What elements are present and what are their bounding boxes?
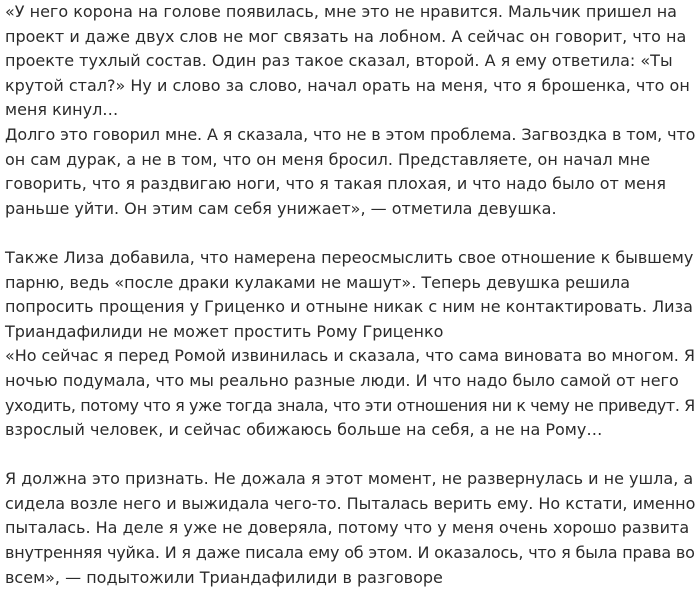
paragraph bbox=[5, 246, 695, 443]
text-line: парню, ведь «после драки кулаками не машут». Теперь девушка решила bbox=[5, 272, 631, 292]
text-line: проект и даже двух слов не мог связать на лобном. А сейчас он говорит, что на bbox=[5, 26, 687, 46]
text-line: уходить, потому что я уже тогда знала, что эти отношения ни к чему не приведут. Я bbox=[5, 395, 695, 415]
text-line: меня кинул… bbox=[5, 100, 119, 120]
text-line: попросить прощения у Гриценко и отныне никак с ним не контактировать. Лиза bbox=[5, 297, 693, 317]
paragraph bbox=[5, 467, 695, 590]
text-line: крутой стал?» Ну и слово за слово, начал орать на меня, что я брошенка, что он bbox=[5, 75, 690, 95]
paragraph-gap bbox=[5, 443, 695, 468]
text-line: ночью подумала, что мы реально разные люди. И что надо было самой от него bbox=[5, 370, 679, 390]
text-line: раньше уйти. Он этим сам себя унижает», — отметила девушка. bbox=[5, 198, 557, 218]
text-line: «Но сейчас я перед Ромой извинилась и сказала, что сама виновата во многом. Я bbox=[5, 346, 695, 366]
text-line: проекте тухлый состав. Один раз такое сказал, второй. А я ему ответила: «Ты bbox=[5, 51, 673, 71]
text-line: говорить, что я раздвигаю ноги, что я такая плохая, и что надо было от меня bbox=[5, 174, 666, 194]
text-line: пыталась. На деле я уже не доверяла, потому что у меня очень хорошо развита bbox=[5, 518, 690, 538]
text-line: Триандафилиди не может простить Рому Гриценко bbox=[5, 321, 444, 341]
text-line: Долго это говорил мне. А я сказала, что не в этом проблема. Загвоздка в том, что bbox=[5, 124, 696, 144]
paragraph-gap bbox=[5, 221, 695, 246]
text-line: взрослый человек, и сейчас обижаюсь больше на себя, а не на Рому… bbox=[5, 420, 603, 440]
article-text bbox=[5, 0, 695, 590]
text-line: Я должна это признать. Не дожала я этот момент, не развернулась и не ушла, а bbox=[5, 469, 694, 489]
text-line: он сам дурак, а не в том, что он меня бросил. Представляете, он начал мне bbox=[5, 149, 651, 169]
text-line: «У него корона на голове появилась, мне это не нравится. Мальчик пришел на bbox=[5, 2, 677, 21]
text-line: внутренняя чуйка. И я даже писала ему об этом. И оказалось, что я была права во bbox=[5, 543, 695, 563]
paragraph bbox=[5, 0, 695, 221]
text-line: Также Лиза добавила, что намерена переосмыслить свое отношение к бывшему bbox=[5, 247, 694, 267]
text-line: всем», — подытожили Триандафилиди в разговоре bbox=[5, 567, 443, 587]
text-line: сидела возле него и выжидала чего-то. Пыталась верить ему. Но кстати, именно bbox=[5, 493, 696, 513]
